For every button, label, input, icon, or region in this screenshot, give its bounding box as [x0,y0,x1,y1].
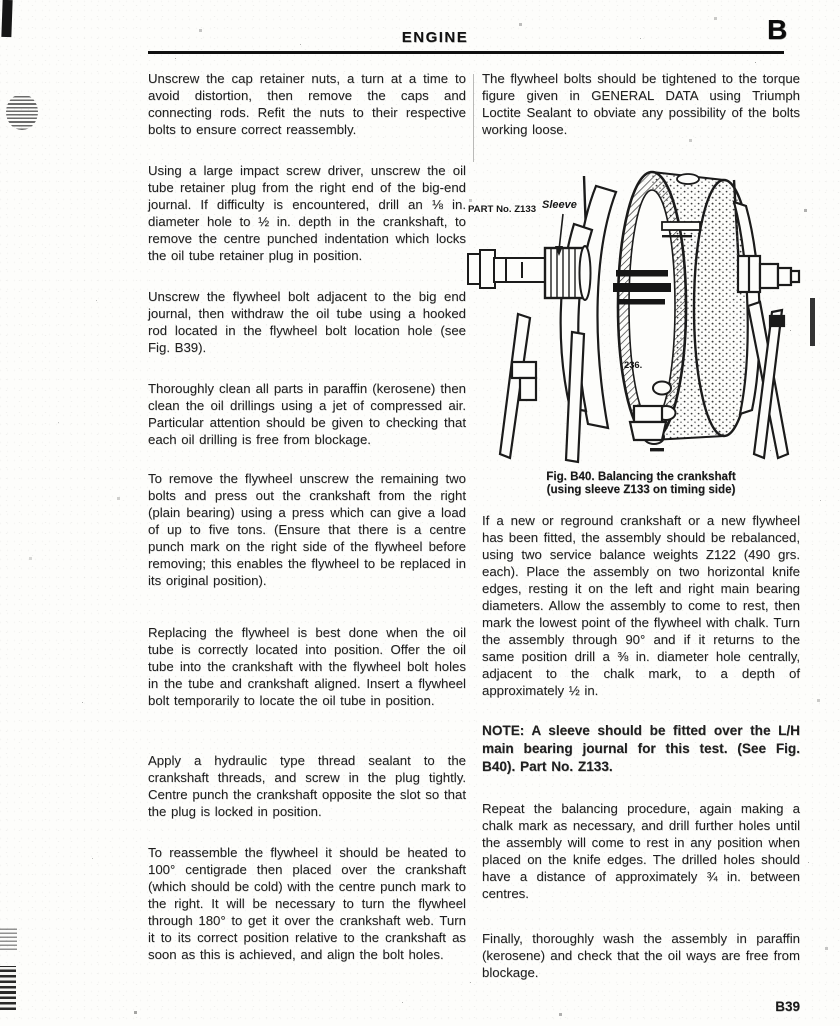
paragraph-impact-driver: Using a large impact screw driver, unscrew the oil tube retainer plug from the right end of the big-end journal. If difficulty is encountered, drill an ⅛ in. diameter hole to ½ in. depth in the crankshaft, to remove the centre punched indentation which locks the oil tube retainer plug in position. [148,163,466,263]
paragraph-repeat-balancing: Repeat the balancing procedure, again making a chalk mark as necessary, and drill further holes until the assembly will come to rest in any position when placed on the knife edges. The drilled holes should have a distance of approximately ¾ in. between centres. [482,801,800,901]
figure-caption-line1: Fig. B40. Balancing the crankshaft [546,470,736,483]
big-end-journal [613,270,671,305]
paragraph-final-wash: Finally, thoroughly wash the assembly in paraffin (kerosene) and check that the oil ways are free from blockage. [482,931,800,980]
paragraph-flywheel-bolt: Unscrew the flywheel bolt adjacent to the big end journal, then withdraw the oil tube using a hooked rod located in the flywheel bolt location hole (see Fig. B39). [148,289,466,355]
left-shaft [468,250,546,288]
paragraph-thread-sealant: Apply a hydraulic type thread sealant to the crankshaft threads, and screw in the plug tightly. Centre punch the crankshaft opposite the slot so that the plug is locked in position. [148,753,466,819]
scan-corner-mark [1,0,12,37]
paragraph-clean-parts: Thoroughly clean all parts in paraffin (kerosene) then clean the oil drillings using a jet of compressed air. Particular attention should be given to checking that each oil drilling is free from blockage. [148,381,466,447]
scan-edge-smudge-lower [0,966,16,1010]
paragraph-reassemble-flywheel: To reassemble the flywheel it should be heated to 100° centigrade then placed over the crankshaft (which should be cold) with the centre punch mark to the right. It will be necessary to turn the flywheel through 180° to get it over the crankshaft web. Turn it to its correct position relative to the crankshaft as soon as this is achieved, and align the bolt holes. [148,845,466,962]
header-rule [148,51,784,54]
page-number: B39 [775,999,800,1014]
scan-column-rule-ghost [473,74,474,162]
scan-stamp-smudge [6,94,38,130]
figure-b40 [466,166,811,466]
paragraph-flywheel-torque: The flywheel bolts should be tightened to the torque figure given in GENERAL DATA using Triumph Loctite Sealant to obviate any possibility of the bolts working loose. [482,71,800,137]
right-column [468,70,800,1000]
scan-noise-specks [0,0,1,1]
sleeve-z133 [545,246,591,300]
section-letter: B [767,14,788,45]
figure-caption [482,470,800,496]
paragraph-remove-flywheel: To remove the flywheel unscrew the remaining two bolts and press out the crankshaft from the right (plain bearing) using a press which can give a load of up to five tons. (Ensure that there is a centre punch mark on the right side of the flywheel before removing; this enables the flywheel to be replaced in its original position). [148,471,466,588]
note-sleeve: NOTE: A sleeve should be fitted over the L/H main bearing journal for this test. (See Fig. B40). Part No. Z133. [482,723,800,774]
paragraph-cap-retainer: Unscrew the cap retainer nuts, a turn at a time to avoid distortion, then remove the caps and connecting rods. Refit the nuts to their respective bolts to ensure correct reassembly. [148,71,466,137]
sleeve-pointer-line [559,214,563,250]
drawing-number-label: 236. [624,359,643,370]
left-column [148,70,466,1000]
sleeve-label: Sleeve [542,199,577,211]
paragraph-rebalancing: If a new or reground crankshaft or a new flywheel has been fitted, the assembly should be rebalanced, using two service balance weights Z122 (490 grs. each). Place the assembly on two horizontal knife edges, resting it on the left and right main bearing diameters. Allow the assembly to come to rest, then mark the lowest point of the flywheel with chalk. Turn the assembly through 90° and if it returns to the same position drill a ⅜ in. diameter hole centrally, adjacent to the chalk mark, to a depth of approximately ½ in. [482,513,800,698]
paragraph-replace-flywheel: Replacing the flywheel is best done when the oil tube is correctly located into position. Offer the oil tube into the crankshaft with the flywheel bolt holes in the tube and crankshaft aligned. Insert a flywheel bolt temporarily to locate the oil tube in position. [148,625,466,708]
page-title: ENGINE [401,29,469,46]
crankshaft-drawing [466,166,811,466]
flywheel-rim [618,172,686,440]
scan-edge-smudge-upper [0,926,17,950]
figure-caption-line2: (using sleeve Z133 on timing side) [546,483,736,496]
part-number-label: PART No. Z133 [468,204,537,215]
